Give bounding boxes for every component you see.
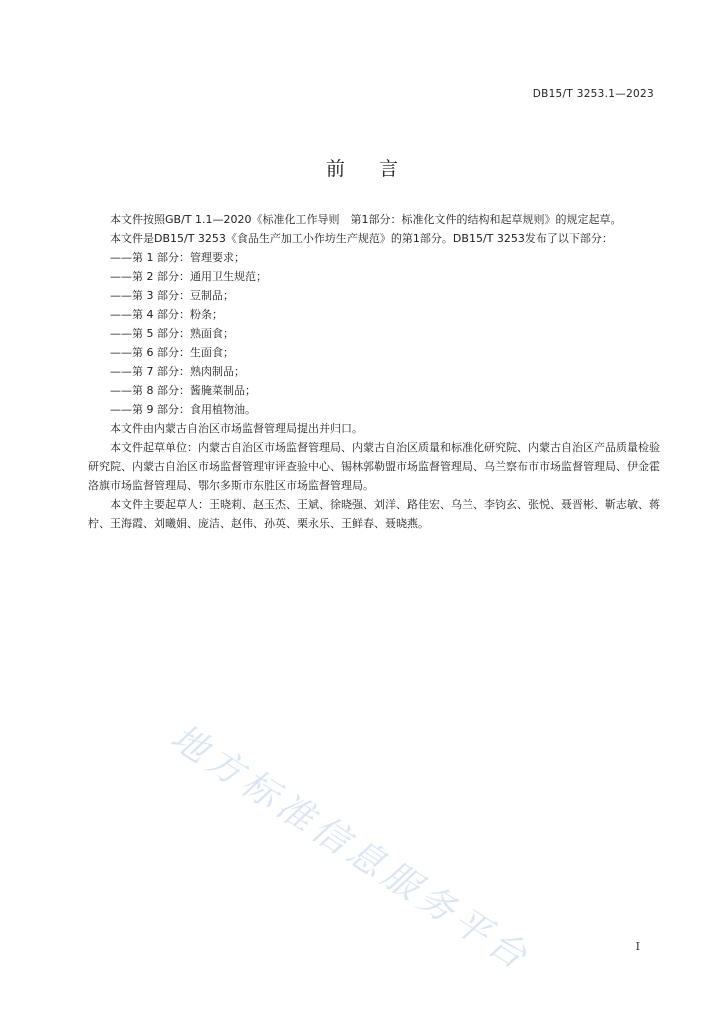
list-item: ——第 4 部分：粉条；	[110, 308, 223, 321]
parts-list	[88, 248, 660, 419]
drafters-paragraph: 本文件主要起草人：王晓莉、赵玉杰、王斌、徐晓强、刘洋、路佳宏、乌兰、李钧玄、张悦、聂晋彬、靳志敏、蒋柠、王海霞、刘曦娟、庞洁、赵伟、孙英、栗永乐、王鲜春、聂晓燕。	[88, 498, 660, 530]
document-code: DB15/T 3253.1—2023	[532, 88, 654, 100]
watermark: 地方标准信息服务平台	[163, 716, 538, 980]
list-item: ——第 7 部分：熟肉制品；	[110, 365, 245, 378]
page-title: 前言	[325, 158, 432, 180]
list-item: ——第 5 部分：熟面食；	[110, 327, 234, 340]
drafting-units-paragraph: 本文件起草单位：内蒙古自治区市场监督管理局、内蒙古自治区质量和标准化研究院、内蒙古自治区产品质量检验研究院、内蒙古自治区市场监督管理审评查验中心、锡林郭勒盟市场监督管理局、乌兰察布市市场监督管理局、伊金霍洛旗市场监督管理局、鄂尔多斯市东胜区市场监督管理局。	[88, 441, 660, 492]
list-item: ——第 1 部分：管理要求；	[110, 251, 245, 264]
series-intro-paragraph: 本文件是DB15/T 3253《食品生产加工小作坊生产规范》的第1部分。DB15/T 3253发布了以下部分：	[110, 232, 613, 245]
document-body	[88, 210, 660, 533]
page-number: I	[635, 940, 640, 953]
drafting-rule-paragraph: 本文件按照GB/T 1.1—2020《标准化工作导则 第1部分：标准化文件的结构和起草规则》的规定起草。	[110, 213, 622, 226]
list-item: ——第 6 部分：生面食；	[110, 346, 234, 359]
proposer-paragraph: 本文件由内蒙古自治区市场监督管理局提出并归口。	[110, 422, 363, 435]
list-item: ——第 8 部分：酱腌菜制品；	[110, 384, 256, 397]
list-item: ——第 9 部分：食用植物油。	[110, 403, 256, 416]
list-item: ——第 2 部分：通用卫生规范；	[110, 270, 267, 283]
list-item: ——第 3 部分：豆制品；	[110, 289, 234, 302]
